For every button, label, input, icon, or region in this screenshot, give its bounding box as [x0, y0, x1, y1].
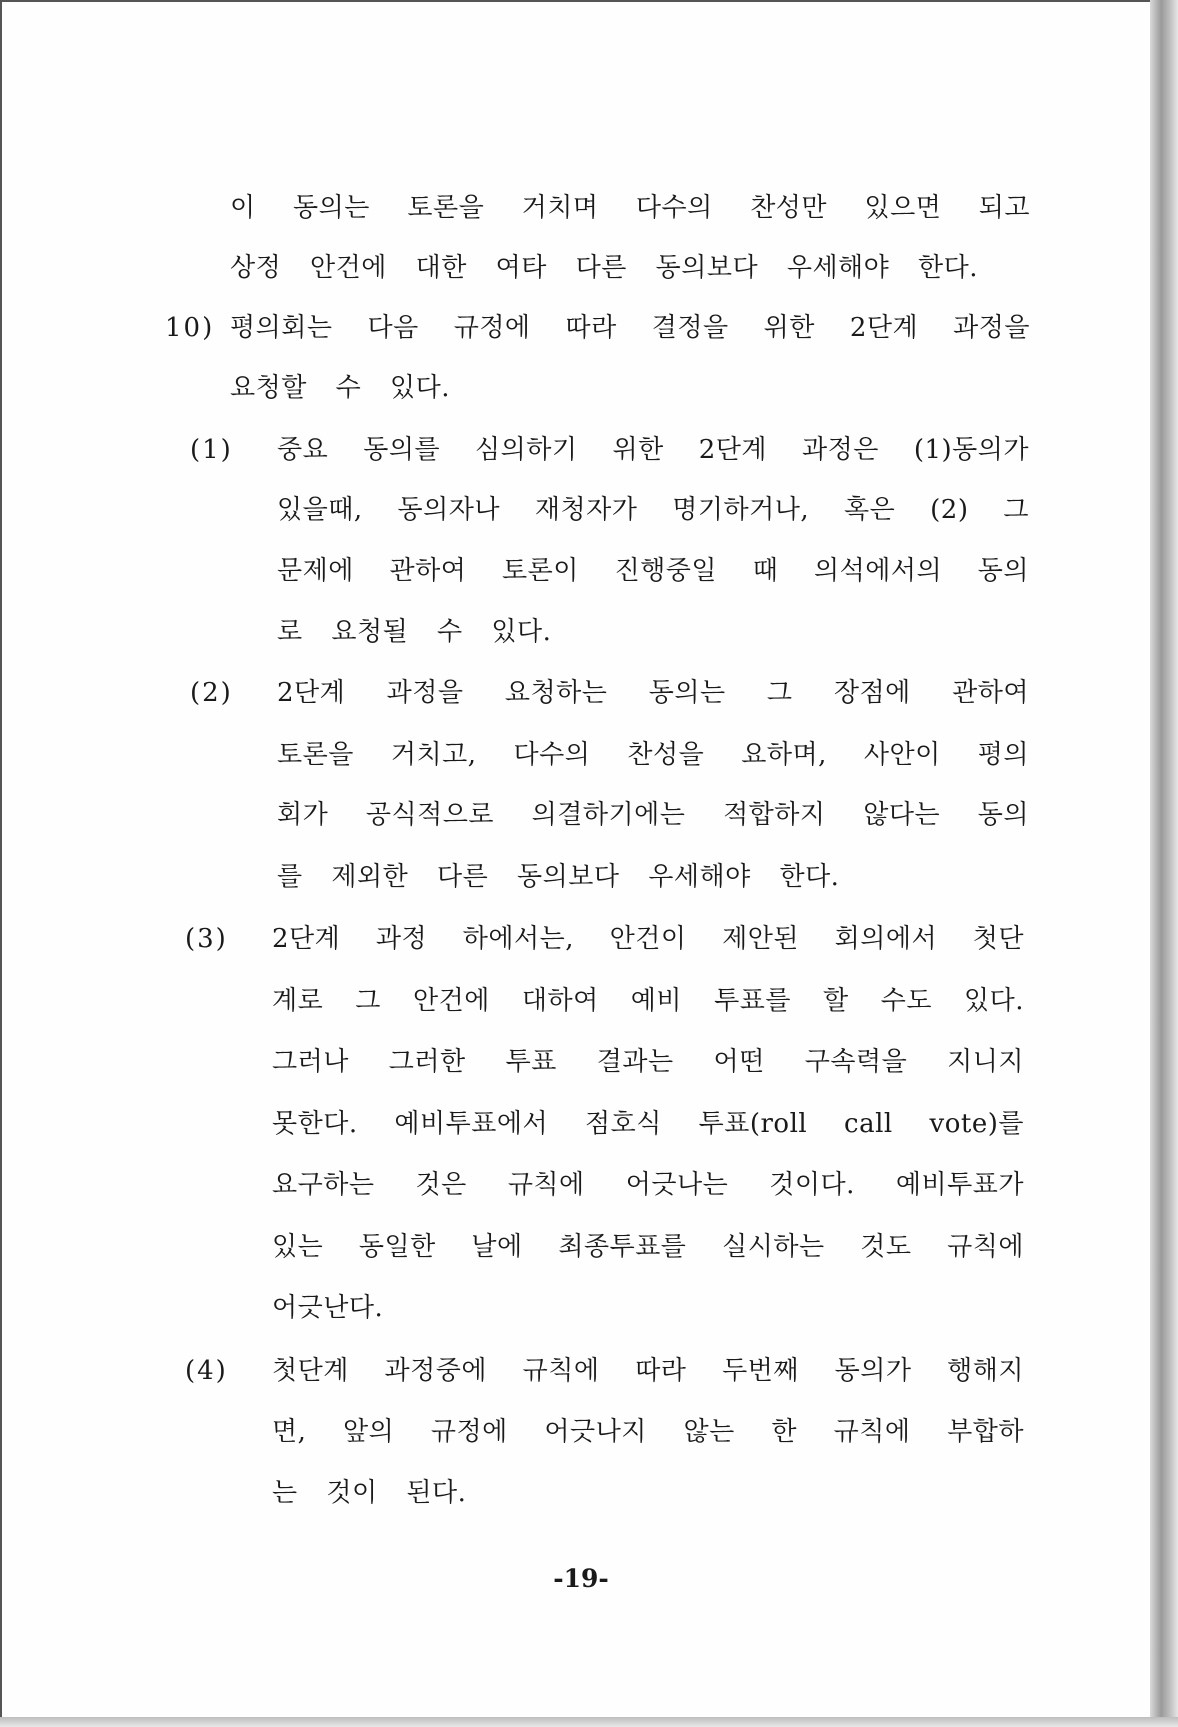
subitem-1-line-4: 로 요청될 수 있다.	[277, 617, 552, 647]
subitem-2-marker: (2)	[190, 678, 233, 708]
item-10-marker: 10)	[165, 313, 215, 343]
subitem-3-line-5: 요구하는 것은 규칙에 어긋나는 것이다. 예비투표가	[272, 1170, 1024, 1200]
page-number: -19-	[553, 1564, 609, 1593]
subitem-3-line-7: 어긋난다.	[272, 1293, 384, 1323]
item-10-line-2: 요청할 수 있다.	[230, 373, 450, 403]
subitem-1-line-3: 문제에 관하여 토론이 진행중일 때 의석에서의 동의	[277, 556, 1029, 586]
subitem-4-line-3: 는 것이 된다.	[272, 1478, 467, 1508]
subitem-3-line-1: 2단계 과정 하에서는, 안건이 제안된 회의에서 첫단	[272, 924, 1024, 954]
subitem-1-line-2: 있을때, 동의자나 재청자가 명기하거나, 혹은 (2) 그	[277, 495, 1029, 525]
subitem-4-line-1: 첫단계 과정중에 규칙에 따라 두번째 동의가 행해지	[272, 1356, 1024, 1386]
subitem-2-line-4: 를 제외한 다른 동의보다 우세해야 한다.	[277, 862, 840, 892]
subitem-2-line-1: 2단계 과정을 요청하는 동의는 그 장점에 관하여	[277, 678, 1029, 708]
subitem-3-line-6: 있는 동일한 날에 최종투표를 실시하는 것도 규칙에	[272, 1232, 1024, 1262]
intro-line-2: 상정 안건에 대한 여타 다른 동의보다 우세해야 한다.	[230, 253, 979, 283]
subitem-1-marker: (1)	[190, 435, 233, 465]
subitem-2-line-3: 회가 공식적으로 의결하기에는 적합하지 않다는 동의	[277, 800, 1029, 830]
page-edge-shadow-bottom	[0, 1717, 1178, 1727]
subitem-2-line-2: 토론을 거치고, 다수의 찬성을 요하며, 사안이 평의	[277, 740, 1029, 770]
subitem-4-line-2: 면, 앞의 규정에 어긋나지 않는 한 규칙에 부합하	[272, 1417, 1024, 1447]
subitem-3-line-4: 못한다. 예비투표에서 점호식 투표(roll call vote)를	[272, 1109, 1024, 1139]
subitem-3-line-3: 그러나 그러한 투표 결과는 어떤 구속력을 지니지	[272, 1047, 1024, 1077]
item-10-line-1: 평의회는 다음 규정에 따라 결정을 위한 2단계 과정을	[230, 313, 1030, 343]
subitem-3-marker: (3)	[185, 924, 228, 954]
subitem-4-marker: (4)	[185, 1356, 228, 1386]
intro-line-1: 이 동의는 토론을 거치며 다수의 찬성만 있으면 되고	[230, 193, 1030, 223]
subitem-3-line-2: 계로 그 안건에 대하여 예비 투표를 할 수도 있다.	[272, 986, 1024, 1016]
subitem-1-line-1: 중요 동의를 심의하기 위한 2단계 과정은 (1)동의가	[277, 435, 1029, 465]
page-edge-shadow-right	[1150, 0, 1178, 1727]
